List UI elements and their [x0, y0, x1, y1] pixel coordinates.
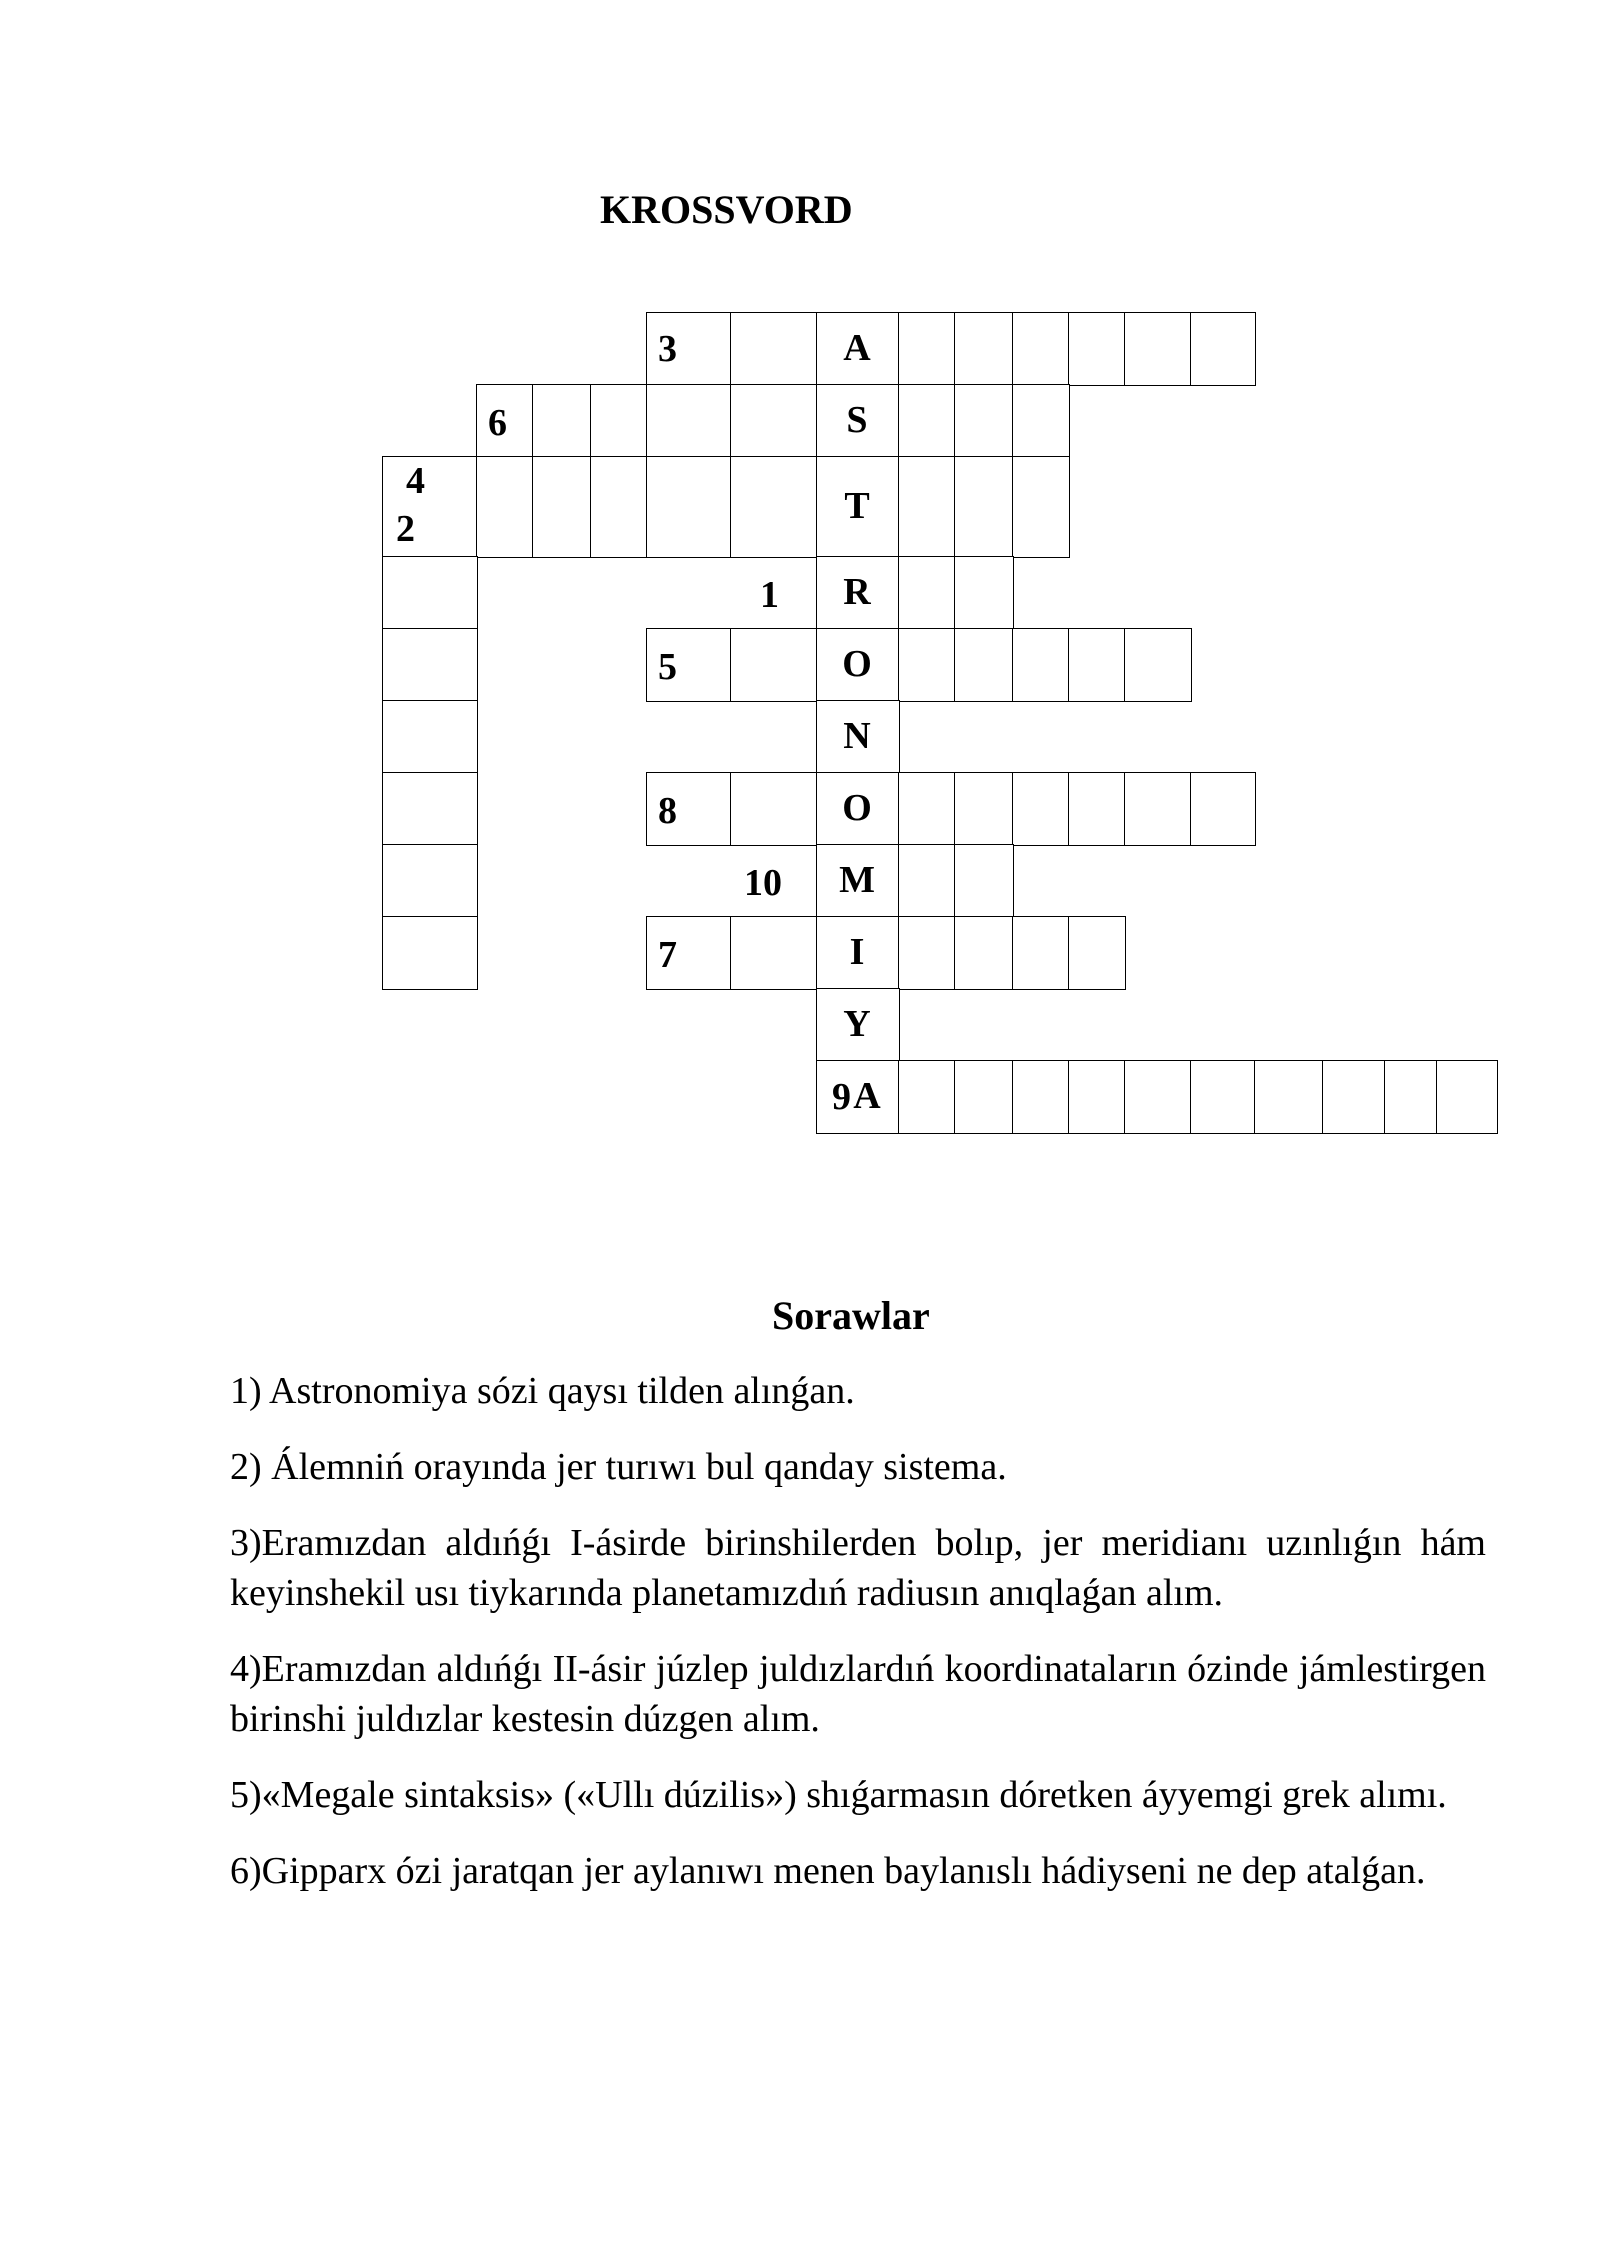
crossword-cell — [1322, 1060, 1386, 1134]
crossword-cell — [730, 628, 818, 702]
question-6: 6)Gipparx ózi jaratqan jer aylanıwı menen baylanıslı hádiyseni ne dep atalǵan. — [230, 1850, 1426, 1892]
crossword-cell — [382, 700, 478, 774]
crossword-cell — [382, 628, 478, 702]
crossword-cell — [898, 312, 956, 386]
crossword-cell — [730, 312, 818, 386]
crossword-cell — [1068, 916, 1126, 990]
crossword-cell — [532, 456, 592, 558]
crossword-cell — [1068, 312, 1126, 386]
crossword-letter: O — [842, 643, 872, 685]
questions-heading: Sorawlar — [772, 1293, 930, 1338]
crossword-cell — [476, 456, 534, 558]
crossword-cell — [954, 772, 1014, 846]
crossword-cell — [954, 916, 1014, 990]
crossword-cell — [954, 1060, 1014, 1134]
question-1: 1) Astronomiya sózi qaysı tilden alınǵan. — [230, 1370, 855, 1412]
crossword-letter: S — [846, 399, 868, 441]
question-4: 4)Eramızdan aldıńǵı II-ásir júzlep juldızlardıń koordinataların ózinde jámlestirgen birinshi juldızlar kestesin dúzgen alım. — [230, 1648, 1486, 1740]
crossword-cell — [1254, 1060, 1324, 1134]
crossword-cell — [1068, 628, 1126, 702]
crossword-cell — [1190, 772, 1256, 846]
crossword-cell — [898, 1060, 956, 1134]
crossword-cell — [1068, 1060, 1126, 1134]
crossword-cell — [382, 556, 478, 630]
crossword-cell — [1012, 312, 1070, 386]
crossword-letter: R — [843, 571, 871, 613]
crossword-cell — [954, 628, 1014, 702]
crossword-cell — [532, 384, 592, 458]
crossword-cell — [898, 384, 956, 458]
crossword-cell — [382, 772, 478, 846]
crossword-cell — [898, 844, 956, 918]
crossword-letter: A — [843, 327, 871, 369]
crossword-cell — [382, 844, 478, 918]
clue-number-4: 4 — [406, 460, 425, 502]
questions-list — [230, 1366, 1486, 1922]
crossword-cell — [898, 556, 956, 630]
crossword-cell — [730, 916, 818, 990]
crossword-cell — [1012, 916, 1070, 990]
crossword-cell — [1124, 772, 1192, 846]
clue-number-2: 2 — [396, 508, 415, 550]
crossword-cell — [1012, 628, 1070, 702]
crossword-letter: T — [844, 485, 870, 527]
crossword-cell — [954, 384, 1014, 458]
crossword-cell — [382, 916, 478, 990]
crossword-cell — [1384, 1060, 1438, 1134]
crossword-letter: Y — [843, 1003, 871, 1045]
crossword-cell — [898, 456, 956, 558]
question-2: 2) Álemniń orayında jer turıwı bul qanday sistema. — [230, 1446, 1007, 1488]
crossword-cell — [730, 772, 818, 846]
clue-number-7: 7 — [658, 934, 677, 976]
clue-number-3: 3 — [658, 328, 677, 370]
crossword-cell — [1068, 772, 1126, 846]
crossword-cell — [1012, 384, 1070, 458]
crossword-cell — [954, 556, 1014, 630]
crossword-cell — [898, 772, 956, 846]
crossword-cell — [1124, 628, 1192, 702]
clue-number-6: 6 — [488, 402, 507, 444]
crossword-letter: I — [849, 931, 865, 973]
crossword-cell — [1012, 456, 1070, 558]
crossword-letter: A — [853, 1075, 881, 1117]
crossword-cell — [590, 456, 648, 558]
crossword-cell — [1012, 1060, 1070, 1134]
question-5: 5)«Megale sintaksis» («Ullı dúzilis») shıǵarmasın dóretken áyyemgi grek alımı. — [230, 1774, 1447, 1816]
crossword-cell — [954, 312, 1014, 386]
clue-number-10: 10 — [744, 862, 782, 904]
crossword-cell — [954, 456, 1014, 558]
clue-number-5: 5 — [658, 646, 677, 688]
crossword-cell — [954, 844, 1014, 918]
crossword-cell — [1012, 772, 1070, 846]
crossword-letter: N — [843, 715, 871, 757]
crossword-letter: M — [839, 859, 875, 901]
clue-number-8: 8 — [658, 790, 677, 832]
crossword-cell — [646, 384, 732, 458]
clue-number-9: 9 — [832, 1076, 851, 1118]
crossword-cell — [1190, 1060, 1256, 1134]
clue-number-1: 1 — [760, 574, 779, 616]
crossword-cell — [730, 384, 818, 458]
question-3: 3)Eramızdan aldıńǵı I-ásirde birinshilerden bolıp, jer meridianı uzınlıǵın hám keyinshekil usı tiykarında planetamızdıń radiusın anıqlaǵan alım. — [230, 1522, 1486, 1614]
crossword-cell — [646, 456, 732, 558]
crossword-cell — [898, 916, 956, 990]
page-title: KROSSVORD — [600, 187, 853, 232]
crossword-cell — [590, 384, 648, 458]
crossword-cell — [898, 628, 956, 702]
crossword-cell — [1124, 1060, 1192, 1134]
crossword-cell — [1190, 312, 1256, 386]
crossword-cell — [1124, 312, 1192, 386]
crossword-letter: O — [842, 787, 872, 829]
crossword-cell — [1436, 1060, 1498, 1134]
crossword-cell — [730, 456, 818, 558]
